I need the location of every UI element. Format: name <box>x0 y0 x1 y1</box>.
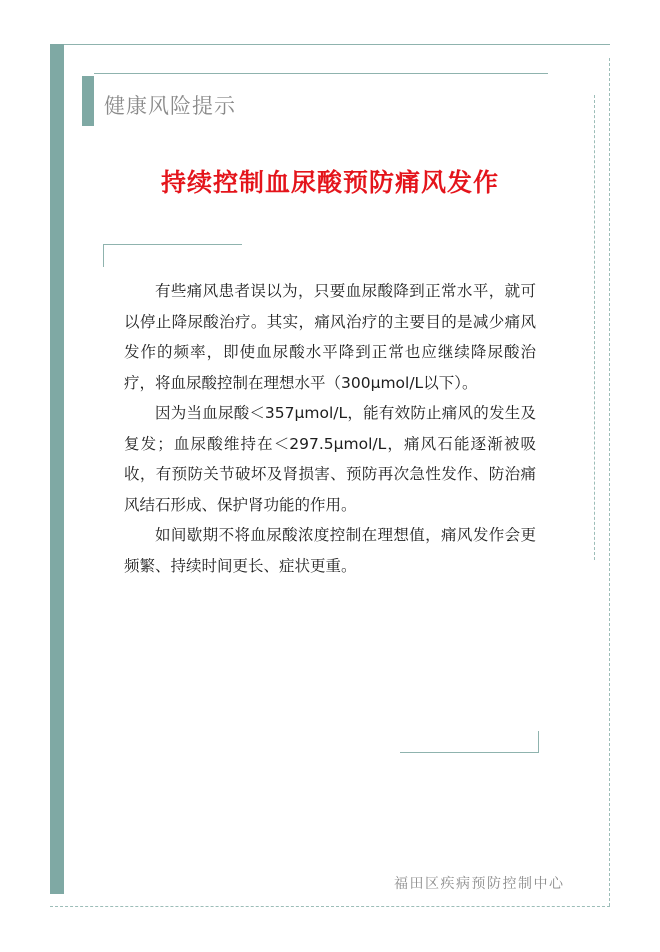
paragraph: 有些痛风患者误以为，只要血尿酸降到正常水平，就可以停止降尿酸治疗。其实，痛风治疗的主要目的是减少痛风发作的频率，即使血尿酸水平降到正常也应继续降尿酸治疗，将血尿酸控制在理想水平（300μmol/L以下）。 <box>124 282 536 392</box>
organization-name: 福田区疾病预防控制中心 <box>394 876 565 892</box>
corner-bracket-top-left <box>103 244 242 267</box>
frame-bottom-dashed-border <box>50 906 610 907</box>
header-accent-block <box>82 76 94 126</box>
article-title: 持续控制血尿酸预防痛风发作 <box>160 168 499 197</box>
article-body <box>124 276 536 581</box>
frame-top-border <box>50 44 610 45</box>
section-label: 健康风险提示 <box>104 94 236 118</box>
corner-bracket-bottom-right <box>400 731 539 753</box>
paragraph: 如间歇期不将血尿酸浓度控制在理想值，痛风发作会更频繁、持续时间更长、症状更重。 <box>124 526 536 575</box>
header-divider-line <box>94 73 548 74</box>
paragraph: 因为当血尿酸＜357μmol/L，能有效防止痛风的发生及复发；血尿酸维持在＜297.5μmol/L，痛风石能逐渐被吸收，有预防关节破坏及肾损害、预防再次急性发作、防治痛风结石形成、保护肾功能的作用。 <box>124 404 536 514</box>
